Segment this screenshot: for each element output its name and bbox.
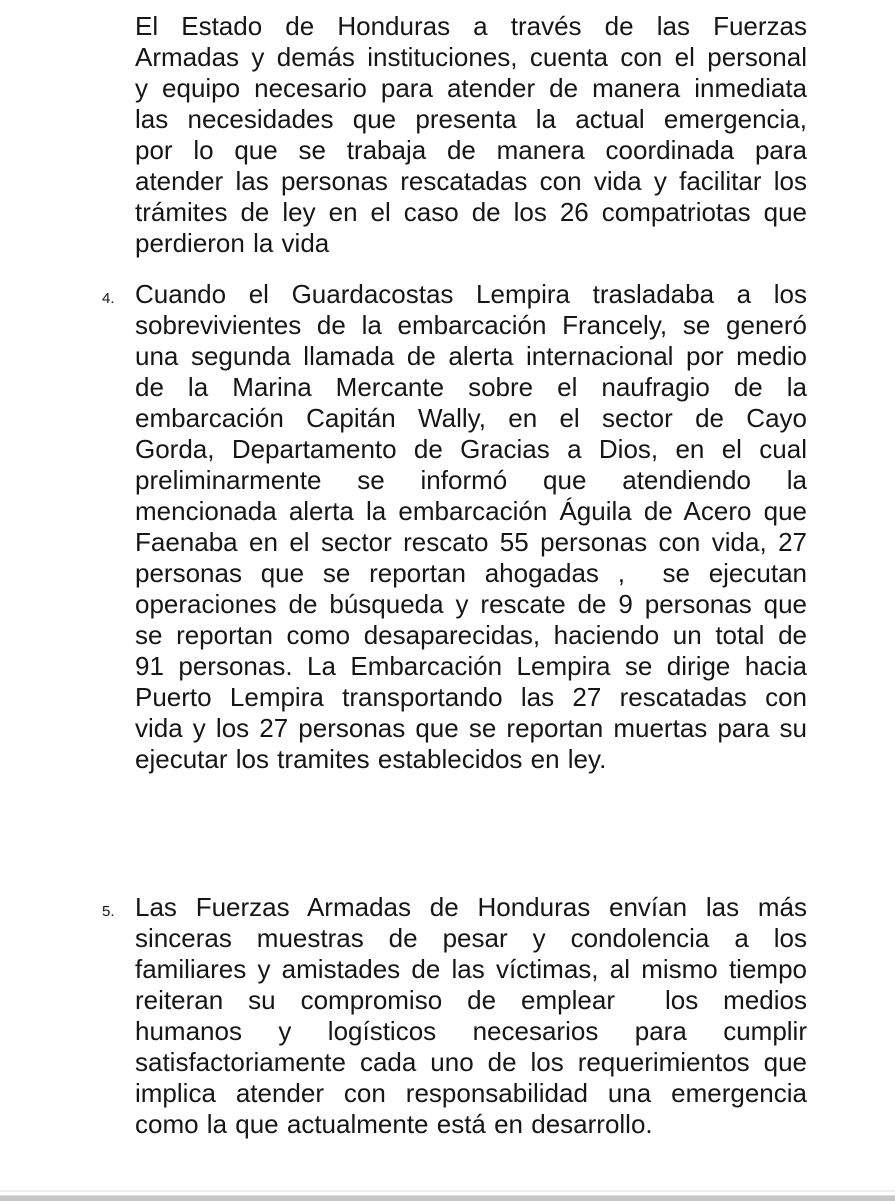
text-line: operaciones de búsqueda y rescate de 9 personas que bbox=[135, 589, 807, 619]
text-line: Las Fuerzas Armadas de Honduras envían las más bbox=[135, 892, 807, 922]
text-line: Faenaba en el sector rescato 55 personas con vida, 27 bbox=[135, 527, 807, 557]
page-edge-divider bbox=[0, 1190, 895, 1192]
text-line: mencionada alerta la embarcación Águila de Acero que bbox=[135, 496, 807, 526]
text-line: como la que actualmente está en desarrollo. bbox=[135, 1109, 653, 1139]
text-line: las necesidades que presenta la actual emergencia, bbox=[135, 104, 807, 134]
text-line: de la Marina Mercante sobre el naufragio de la bbox=[135, 372, 807, 402]
text-line: sinceras muestras de pesar y condolencia a los bbox=[135, 923, 807, 953]
text-line: familiares y amistades de las víctimas, al mismo tiempo bbox=[135, 954, 807, 984]
text-line: humanos y logísticos necesarios para cumplir bbox=[135, 1016, 807, 1046]
text-line: ejecutar los tramites establecidos en ley. bbox=[135, 744, 607, 774]
text-line: preliminarmente se informó que atendiendo la bbox=[135, 465, 807, 495]
text-line: trámites de ley en el caso de los 26 compatriotas que bbox=[135, 197, 807, 227]
text-line: 91 personas. La Embarcación Lempira se dirige hacia bbox=[135, 651, 807, 681]
text-line: embarcación Capitán Wally, en el sector de Cayo bbox=[135, 403, 807, 433]
paragraph-1 bbox=[135, 11, 807, 259]
text-line: vida y los 27 personas que se reportan muertas para su bbox=[135, 713, 807, 743]
text-line: satisfactoriamente cada uno de los requerimientos que bbox=[135, 1047, 807, 1077]
page-bottom-edge bbox=[0, 1195, 895, 1201]
text-line: una segunda llamada de alerta internacional por medio bbox=[135, 341, 807, 371]
text-line: y equipo necesario para atender de manera inmediata bbox=[135, 73, 807, 103]
text-line: El Estado de Honduras a través de las Fuerzas bbox=[135, 11, 807, 41]
document-body bbox=[102, 11, 807, 1140]
list-item-number: 4. bbox=[102, 290, 115, 307]
text-line: se reportan como desaparecidas, haciendo un total de bbox=[135, 620, 807, 650]
text-line: sobrevivientes de la embarcación Francely, se generó bbox=[135, 310, 807, 340]
text-line: reiteran su compromiso de emplear los medios bbox=[135, 985, 807, 1015]
text-line: personas que se reportan ahogadas , se ejecutan bbox=[135, 558, 807, 588]
text-line: perdieron la vida bbox=[135, 228, 330, 258]
text-line: por lo que se trabaja de manera coordinada para bbox=[135, 135, 807, 165]
text-line: atender las personas rescatadas con vida y facilitar los bbox=[135, 166, 807, 196]
paragraph-2 bbox=[102, 279, 807, 775]
text-line: implica atender con responsabilidad una emergencia bbox=[135, 1078, 807, 1108]
paragraph-3 bbox=[102, 892, 807, 1140]
list-item-number: 5. bbox=[102, 903, 115, 920]
text-line: Armadas y demás instituciones, cuenta con el personal bbox=[135, 42, 807, 72]
text-line: Puerto Lempira transportando las 27 rescatadas con bbox=[135, 682, 807, 712]
text-line: Cuando el Guardacostas Lempira trasladaba a los bbox=[135, 279, 807, 309]
text-line: Gorda, Departamento de Gracias a Dios, en el cual bbox=[135, 434, 807, 464]
